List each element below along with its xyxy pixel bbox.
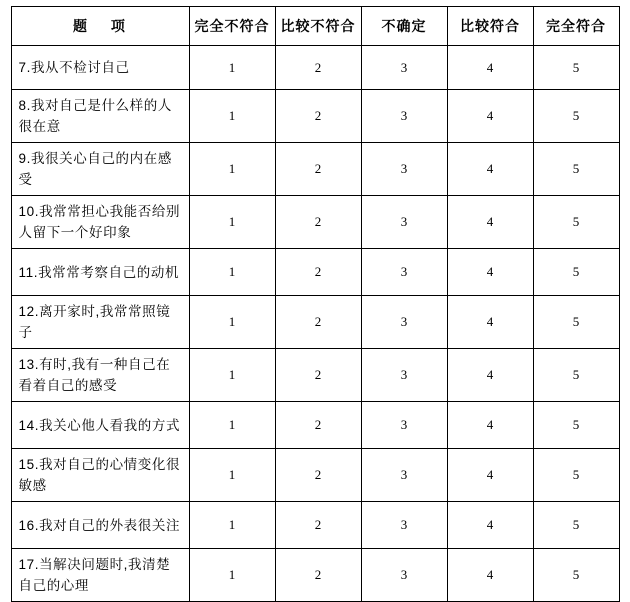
option-4[interactable]: 4: [447, 549, 533, 602]
option-3[interactable]: 3: [361, 449, 447, 502]
option-5[interactable]: 5: [533, 249, 619, 296]
item-text: 9.我很关心自己的内在感受: [11, 143, 189, 196]
option-2[interactable]: 2: [275, 449, 361, 502]
item-text: 16.我对自己的外表很关注: [11, 502, 189, 549]
table-row: [11, 90, 619, 143]
option-5[interactable]: 5: [533, 502, 619, 549]
option-2[interactable]: 2: [275, 196, 361, 249]
option-3[interactable]: 3: [361, 90, 447, 143]
table-row: [11, 549, 619, 602]
option-1[interactable]: 1: [189, 90, 275, 143]
table-row: [11, 449, 619, 502]
item-text: 7.我从不检讨自己: [11, 46, 189, 90]
option-2[interactable]: 2: [275, 90, 361, 143]
item-text: 8.我对自己是什么样的人很在意: [11, 90, 189, 143]
option-3[interactable]: 3: [361, 349, 447, 402]
option-3[interactable]: 3: [361, 502, 447, 549]
option-5[interactable]: 5: [533, 449, 619, 502]
option-2[interactable]: 2: [275, 402, 361, 449]
option-2[interactable]: 2: [275, 46, 361, 90]
option-4[interactable]: 4: [447, 143, 533, 196]
table-row: [11, 249, 619, 296]
option-5[interactable]: 5: [533, 196, 619, 249]
option-1[interactable]: 1: [189, 402, 275, 449]
option-3[interactable]: 3: [361, 549, 447, 602]
option-2[interactable]: 2: [275, 549, 361, 602]
option-3[interactable]: 3: [361, 249, 447, 296]
option-1[interactable]: 1: [189, 449, 275, 502]
item-text: 17.当解决问题时,我清楚自己的心理: [11, 549, 189, 602]
option-1[interactable]: 1: [189, 46, 275, 90]
option-1[interactable]: 1: [189, 349, 275, 402]
option-3[interactable]: 3: [361, 196, 447, 249]
item-text: 15.我对自己的心情变化很敏感: [11, 449, 189, 502]
option-1[interactable]: 1: [189, 143, 275, 196]
option-3[interactable]: 3: [361, 402, 447, 449]
column-header-strongly-disagree: 完全不符合: [189, 7, 275, 46]
option-5[interactable]: 5: [533, 549, 619, 602]
option-4[interactable]: 4: [447, 249, 533, 296]
column-header-item: 题 项: [11, 7, 189, 46]
table-header-row: [11, 7, 619, 46]
option-4[interactable]: 4: [447, 502, 533, 549]
table-row: [11, 143, 619, 196]
option-1[interactable]: 1: [189, 549, 275, 602]
option-2[interactable]: 2: [275, 143, 361, 196]
option-3[interactable]: 3: [361, 296, 447, 349]
column-header-neutral: 不确定: [361, 7, 447, 46]
table-header: [11, 7, 619, 46]
table-row: [11, 196, 619, 249]
table-row: [11, 296, 619, 349]
item-text: 14.我关心他人看我的方式: [11, 402, 189, 449]
option-1[interactable]: 1: [189, 196, 275, 249]
option-5[interactable]: 5: [533, 46, 619, 90]
option-2[interactable]: 2: [275, 502, 361, 549]
item-text: 13.有时,我有一种自己在看着自己的感受: [11, 349, 189, 402]
option-3[interactable]: 3: [361, 143, 447, 196]
item-text: 12.离开家时,我常常照镜子: [11, 296, 189, 349]
column-header-disagree: 比较不符合: [275, 7, 361, 46]
option-1[interactable]: 1: [189, 296, 275, 349]
table-row: [11, 402, 619, 449]
option-4[interactable]: 4: [447, 90, 533, 143]
option-2[interactable]: 2: [275, 249, 361, 296]
option-2[interactable]: 2: [275, 349, 361, 402]
option-4[interactable]: 4: [447, 349, 533, 402]
column-header-agree: 比较符合: [447, 7, 533, 46]
item-text: 10.我常常担心我能否给别人留下一个好印象: [11, 196, 189, 249]
option-4[interactable]: 4: [447, 449, 533, 502]
option-5[interactable]: 5: [533, 349, 619, 402]
option-4[interactable]: 4: [447, 46, 533, 90]
option-5[interactable]: 5: [533, 90, 619, 143]
option-5[interactable]: 5: [533, 402, 619, 449]
table-row: [11, 349, 619, 402]
option-4[interactable]: 4: [447, 196, 533, 249]
survey-table: [11, 6, 620, 602]
option-3[interactable]: 3: [361, 46, 447, 90]
column-header-strongly-agree: 完全符合: [533, 7, 619, 46]
option-5[interactable]: 5: [533, 296, 619, 349]
option-1[interactable]: 1: [189, 502, 275, 549]
option-2[interactable]: 2: [275, 296, 361, 349]
table-row: [11, 46, 619, 90]
table-body: [11, 46, 619, 602]
option-1[interactable]: 1: [189, 249, 275, 296]
option-5[interactable]: 5: [533, 143, 619, 196]
table-row: [11, 502, 619, 549]
option-4[interactable]: 4: [447, 296, 533, 349]
option-4[interactable]: 4: [447, 402, 533, 449]
item-text: 11.我常常考察自己的动机: [11, 249, 189, 296]
